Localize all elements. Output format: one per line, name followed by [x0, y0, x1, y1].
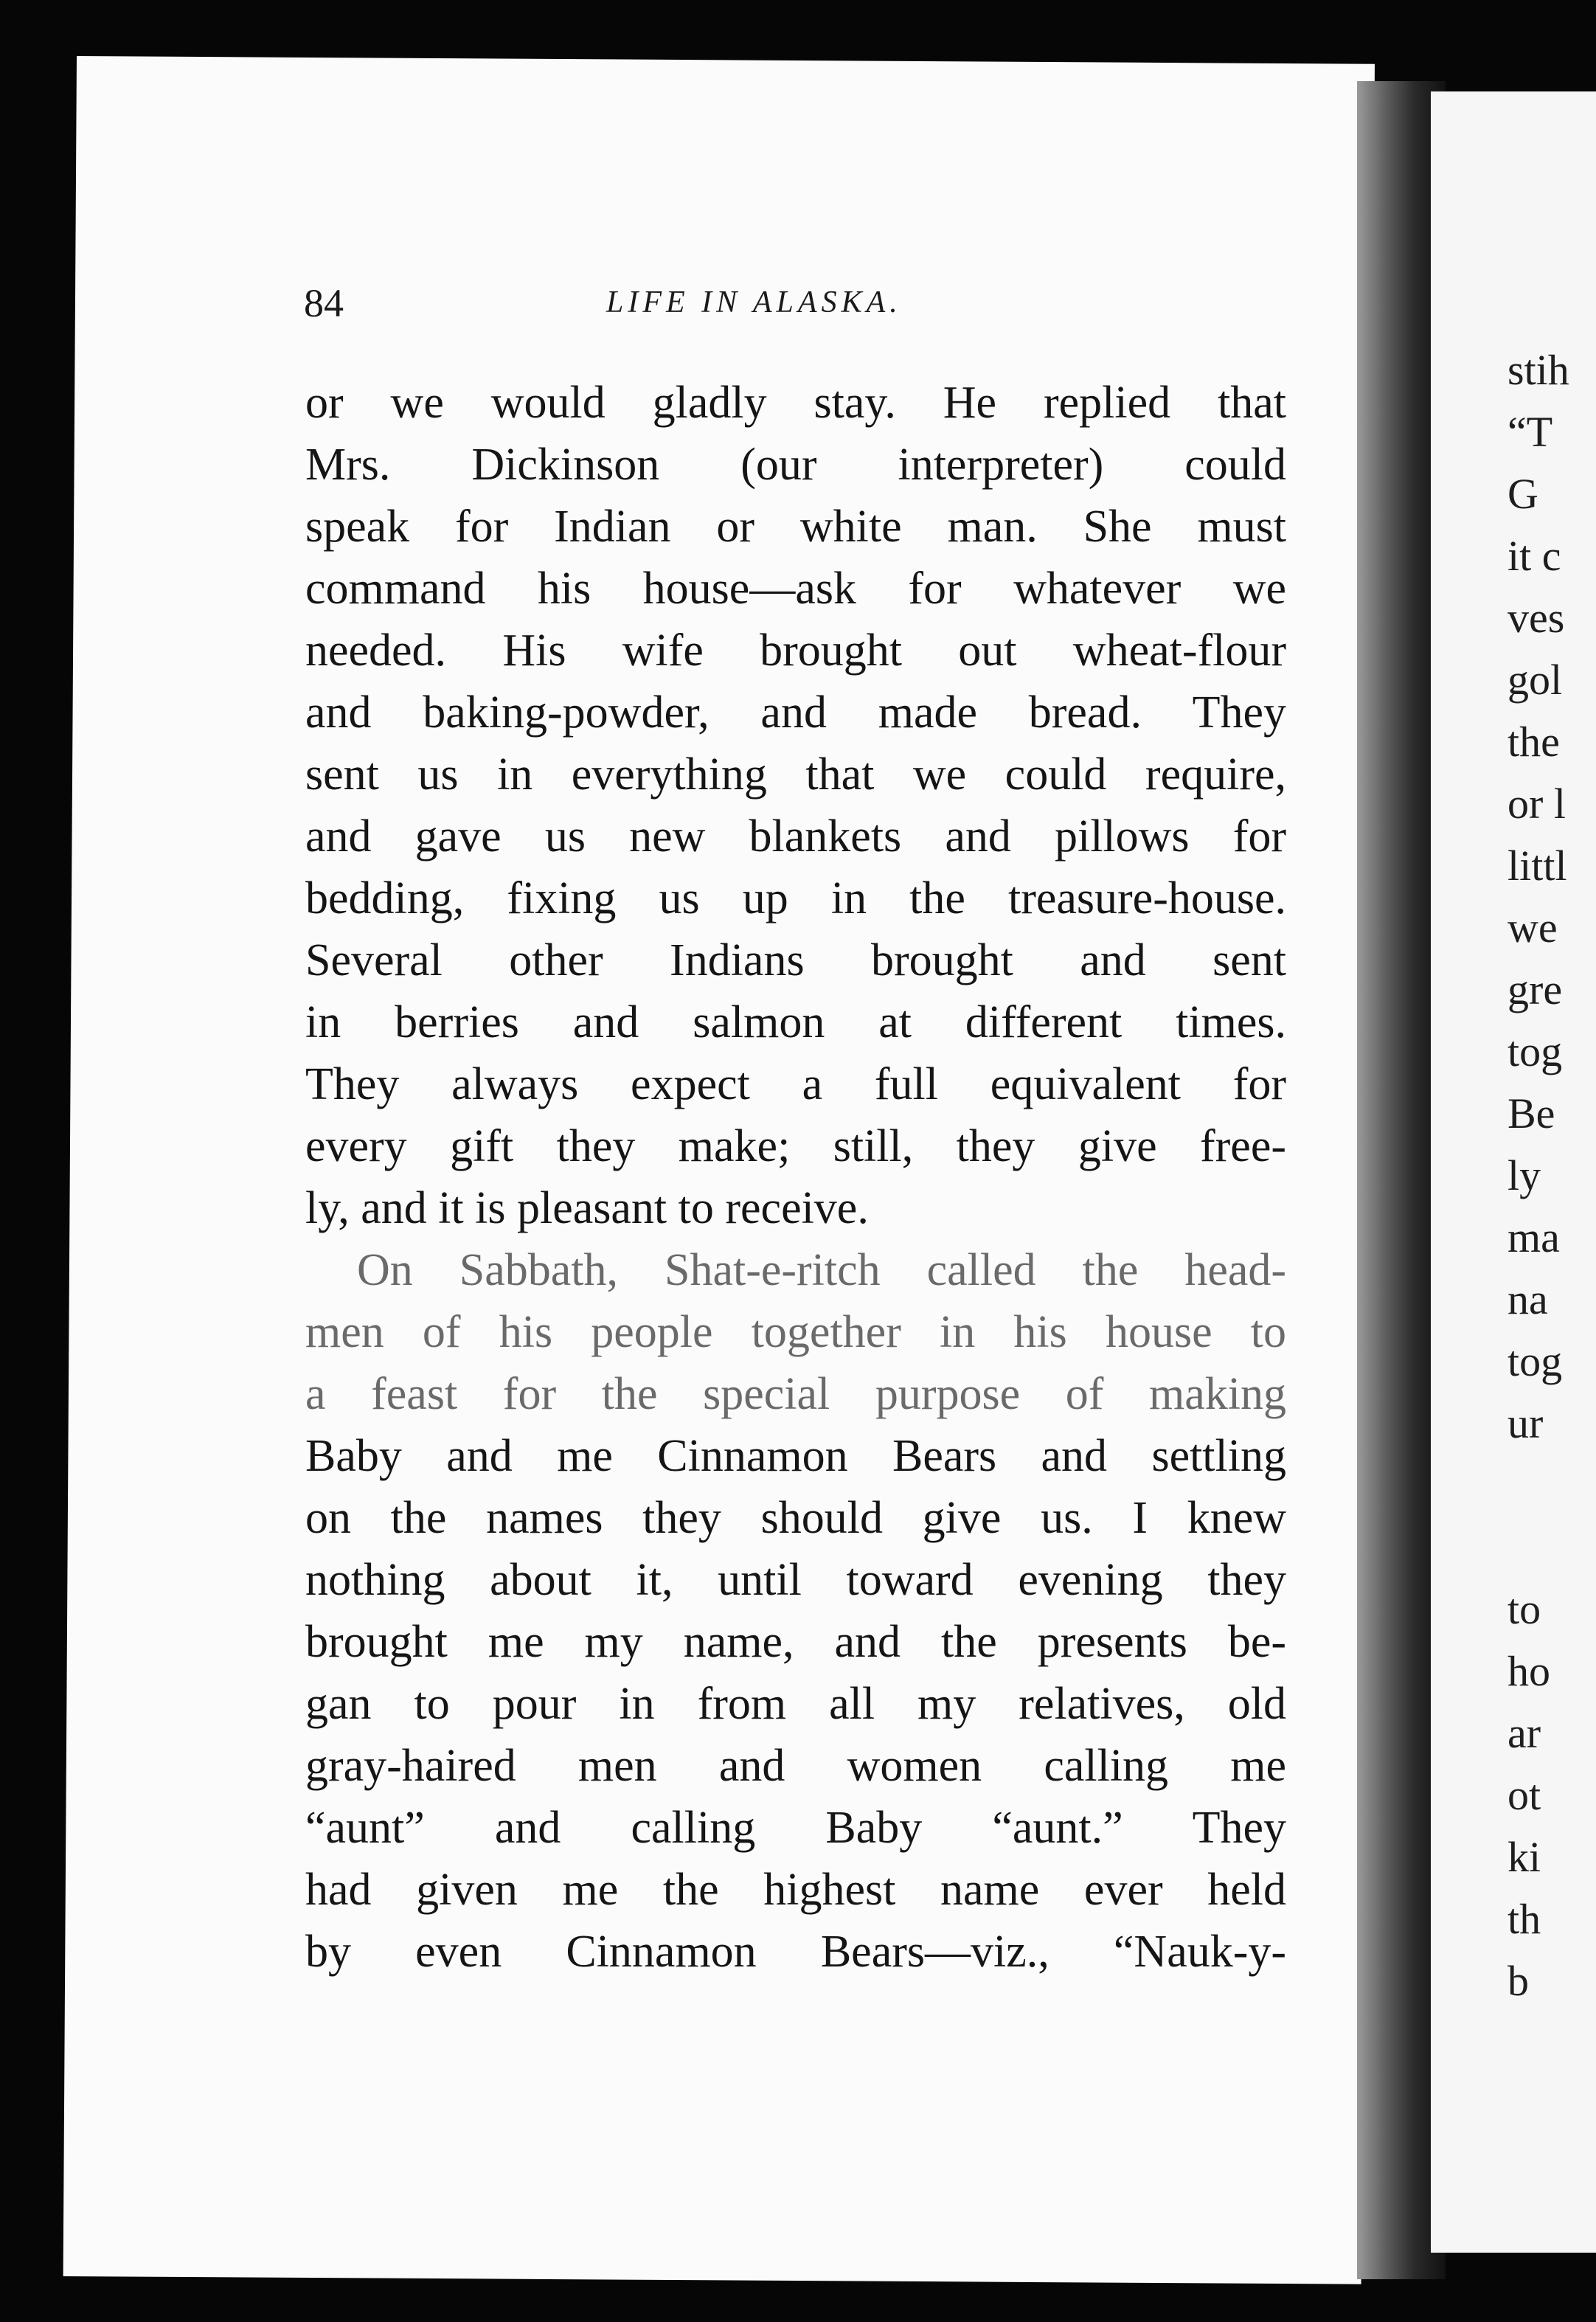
text-line: Mrs. Dickinson (our interpreter) could [305, 440, 1286, 490]
facing-line: ar [1507, 1709, 1541, 1757]
text-line: speak for Indian or white man. She must [305, 502, 1286, 552]
text-line: on the names they should give us. I knew [305, 1493, 1286, 1543]
text-line: and baking-powder, and made bread. They [305, 687, 1286, 738]
text-line: men of his people together in his house to [305, 1307, 1286, 1357]
facing-line: tog [1507, 1337, 1563, 1385]
facing-line-gap [1507, 1455, 1596, 1578]
facing-line: or l [1507, 780, 1566, 828]
facing-line: gre [1507, 966, 1563, 1013]
text-line: nothing about it, until toward evening they [305, 1555, 1286, 1605]
text-line: Baby and me Cinnamon Bears and settling [305, 1431, 1286, 1481]
text-line: or we would gladly stay. He replied that [305, 378, 1286, 428]
facing-line: ho [1507, 1647, 1550, 1695]
facing-line: ur [1507, 1399, 1544, 1447]
text-line: On Sabbath, Shat-e-ritch called the head- [357, 1245, 1286, 1295]
facing-line: ki [1507, 1833, 1541, 1881]
facing-line: it c [1507, 532, 1561, 580]
running-title: LIFE IN ALASKA. [606, 285, 902, 319]
text-line: gray-haired men and women calling me [305, 1741, 1286, 1791]
facing-page-text [1507, 339, 1596, 2012]
text-line: in berries and salmon at different times. [305, 997, 1286, 1047]
text-line: a feast for the special purpose of making [305, 1369, 1286, 1419]
text-line: They always expect a full equivalent for [305, 1059, 1286, 1109]
facing-line: the [1507, 718, 1560, 766]
text-line: sent us in everything that we could require, [305, 749, 1286, 800]
text-line: command his house—ask for whatever we [305, 564, 1286, 614]
text-line: “aunt” and calling Baby “aunt.” They [305, 1803, 1286, 1853]
text-line: bedding, fixing us up in the treasure-house. [305, 873, 1286, 923]
running-head [304, 280, 1285, 339]
facing-line: ma [1507, 1213, 1560, 1261]
facing-line: gol [1507, 656, 1563, 704]
text-line: by even Cinnamon Bears—viz., “Nauk-y- [305, 1927, 1286, 1977]
facing-line: “T [1507, 408, 1553, 456]
text-line: ly, and it is pleasant to receive. [305, 1183, 869, 1233]
facing-line: littl [1507, 842, 1567, 890]
facing-line: na [1507, 1275, 1548, 1323]
text-line: had given me the highest name ever held [305, 1865, 1286, 1915]
page-number: 84 [304, 281, 344, 325]
facing-line: stih [1507, 346, 1569, 394]
facing-line: th [1507, 1895, 1541, 1943]
facing-line: we [1507, 904, 1558, 952]
text-line: gan to pour in from all my relatives, old [305, 1679, 1286, 1729]
facing-line: Be [1507, 1089, 1555, 1137]
facing-line: G [1507, 470, 1538, 518]
text-line: and gave us new blankets and pillows for [305, 811, 1286, 862]
facing-line: to [1507, 1585, 1541, 1633]
facing-line: ot [1507, 1771, 1541, 1819]
text-line: Several other Indians brought and sent [305, 935, 1286, 985]
text-line: every gift they make; still, they give free- [305, 1121, 1286, 1171]
facing-line: ves [1507, 594, 1565, 642]
text-line: brought me my name, and the presents be- [305, 1617, 1286, 1667]
body-text [305, 372, 1286, 1983]
facing-line: b [1507, 1957, 1529, 2005]
facing-line: tog [1507, 1027, 1563, 1075]
facing-line: ly [1507, 1151, 1541, 1199]
text-line: needed. His wife brought out wheat-flour [305, 625, 1286, 676]
